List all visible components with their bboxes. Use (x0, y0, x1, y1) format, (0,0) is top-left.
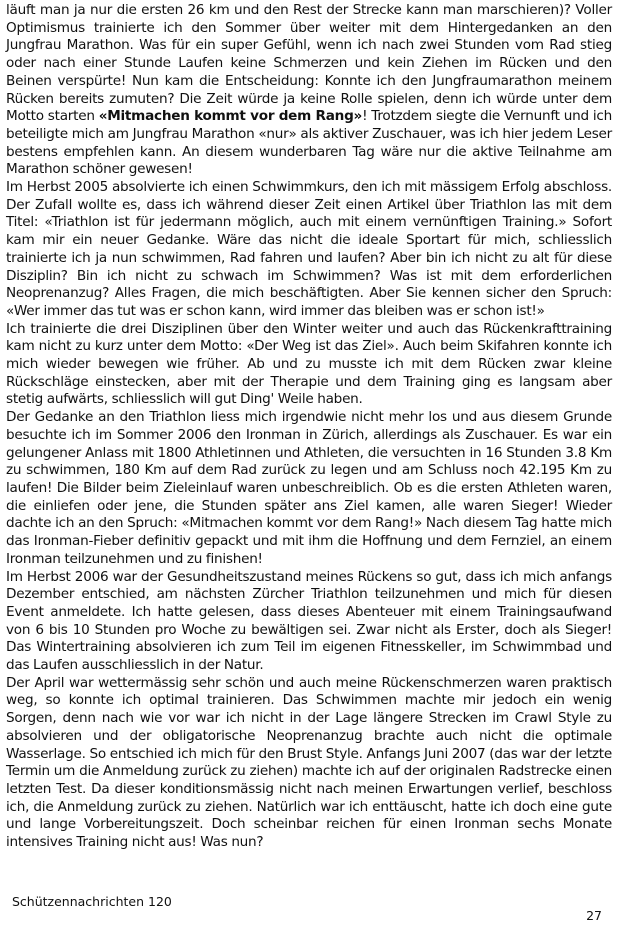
paragraph-april-training: Der April war wettermässig sehr schön und auch meine Rückenschmerzen waren praktisch weg, so konnte ich optimal trainieren. Das Schwimmen machte mir jedoch ein wenig Sorgen, denn nach wie vor war ich nicht in der Lage längere Strecken im Crawl Style zu absolvieren und der obligatorische Neoprenanzug brachte auch nicht die optimale Wasserlage. So entschied ich mich für den Brust Style. Anfangs Juni 2007 (das war der letzte Termin um die Anmeldung zurück zu ziehen) machte ich auf der originalen Radstrecke einen letzten Test. Da dieser konditionsmässig nicht nach meinen Erwartungen verlief, beschloss ich, die Anmeldung zurück zu ziehen. Natürlich war ich enttäuscht, hatte ich doch eine gute und lange Vorbereitungszeit. Doch scheinbar reichen für einen Ironman sechs Monate intensives Training nicht aus! Was nun? (6, 674, 612, 851)
paragraph-jungfrau (6, 2, 612, 179)
page-number: 27 (586, 908, 602, 923)
paragraph-winter-training: Ich trainierte die drei Disziplinen über den Winter weiter und auch das Rückenkrafttraining kam nicht zu kurz unter dem Motto: «Der Weg ist das Ziel». Auch beim Skifahren konnte ich mich wieder bewegen wie früher. Ab und zu musste ich mit dem Rücken zwar kleine Rückschläge einstecken, aber mit der Therapie und dem Training ging es langsam aber stetig aufwärts, schliesslich will gut Ding' Weile haben. (6, 320, 612, 408)
paragraph-text: läuft man ja nur die ersten 26 km und den Rest der Strecke kann man marschieren)? Voller Optimismus trainierte ich den Sommer über weiter mit dem Hintergedanken an den Jungfrau Marathon. Was für ein super Gefühl, wenn ich nach zwei Stunden vom Rad stieg oder nach einer Stunde Laufen keine Schmerzen und kein Ziehen im Rücken und den Beinen verspürte! Nun kam die Entscheidung: Konnte ich den Jungfraumarathon meinem Rücken bereits zumuten? Die Zeit würde ja keine Rolle spielen, denn ich würde unter dem Motto starten (6, 2, 612, 125)
publication-name: Schützennachrichten 120 (12, 894, 172, 909)
motto-bold-text: «Mitmachen kommt vor dem Rang» (98, 108, 363, 125)
paragraph-ironman-zurich: Der Gedanke an den Triathlon liess mich irgendwie nicht mehr los und aus diesem Grunde besuchte ich im Sommer 2006 den Ironman in Zürich, allerdings als Zuschauer. Es war ein gelungener Anlass mit 1800 Athletinnen und Athleten, die versuchten in 16 Stunden 3.8 Km zu schwimmen, 180 Km auf dem Rad zurück zu legen und am Schluss noch 42.195 Km zu laufen! Die Bilder beim Zieleinlauf waren unbeschreiblich. Ob es die ersten Athleten waren, die einliefen oder jene, die Stunden später ans Ziel kamen, alle waren Sieger! Wieder dachte ich an den Spruch: «Mitmachen kommt vor dem Rang!» Nach diesem Tag hatte mich das Ironman-Fieber definitiv gepackt und mit ihm die Hoffnung und dem Fernziel, an einem Ironman teilzunehmen und zu finishen! (6, 409, 612, 567)
article-body (6, 2, 612, 852)
paragraph-swim-course: Im Herbst 2005 absolvierte ich einen Schwimmkurs, den ich mit mässigem Erfolg abschloss. Der Zufall wollte es, dass ich während dieser Zeit einen Artikel über Triathlon las mit dem Titel: «Triathlon ist für jedermann möglich, auch mit einem vernünftigen Training.» Sofort kam mir ein neuer Gedanke. Wäre das nicht die ideale Sportart für mich, schliesslich trainierte ich ja nun schwimmen, Rad fahren und laufen? Aber bin ich nicht zu alt für diese Disziplin? Bin ich nicht zu schwach im Schwimmen? Was ist mit dem erforderlichen Neoprenanzug? Alles Fragen, die mich beschäftigten. Aber Sie kennen sicher den Spruch: «Wer immer das tut was er schon kann, wird immer das bleiben was er schon ist!» (6, 179, 612, 319)
paragraph-registration: Im Herbst 2006 war der Gesundheitszustand meines Rückens so gut, dass ich mich anfangs Dezember entschied, am nächsten Zürcher Triathlon teilzunehmen und mich für diesen Event anmeldete. Ich hatte gelesen, dass dieses Abenteuer mit einem Trainingsaufwand von 6 bis 10 Stunden pro Woche zu bewältigen sei. Zwar nicht als Erster, doch als Sieger! Das Wintertraining absolvieren ich zum Teil im eigenen Fitnesskeller, im Schwimmbad und das Laufen ausschliesslich in der Natur. (6, 568, 612, 674)
paragraph-text: ! Trotzdem siegte die Vernunft und ich beteiligte mich am Jungfrau Marathon «nur» als aktiver Zuschauer, was ich hier jedem Leser bestens empfehlen kann. An diesem wunderbaren Tag wäre nur die aktive Teilnahme am Marathon schöner gewesen! (6, 108, 612, 178)
